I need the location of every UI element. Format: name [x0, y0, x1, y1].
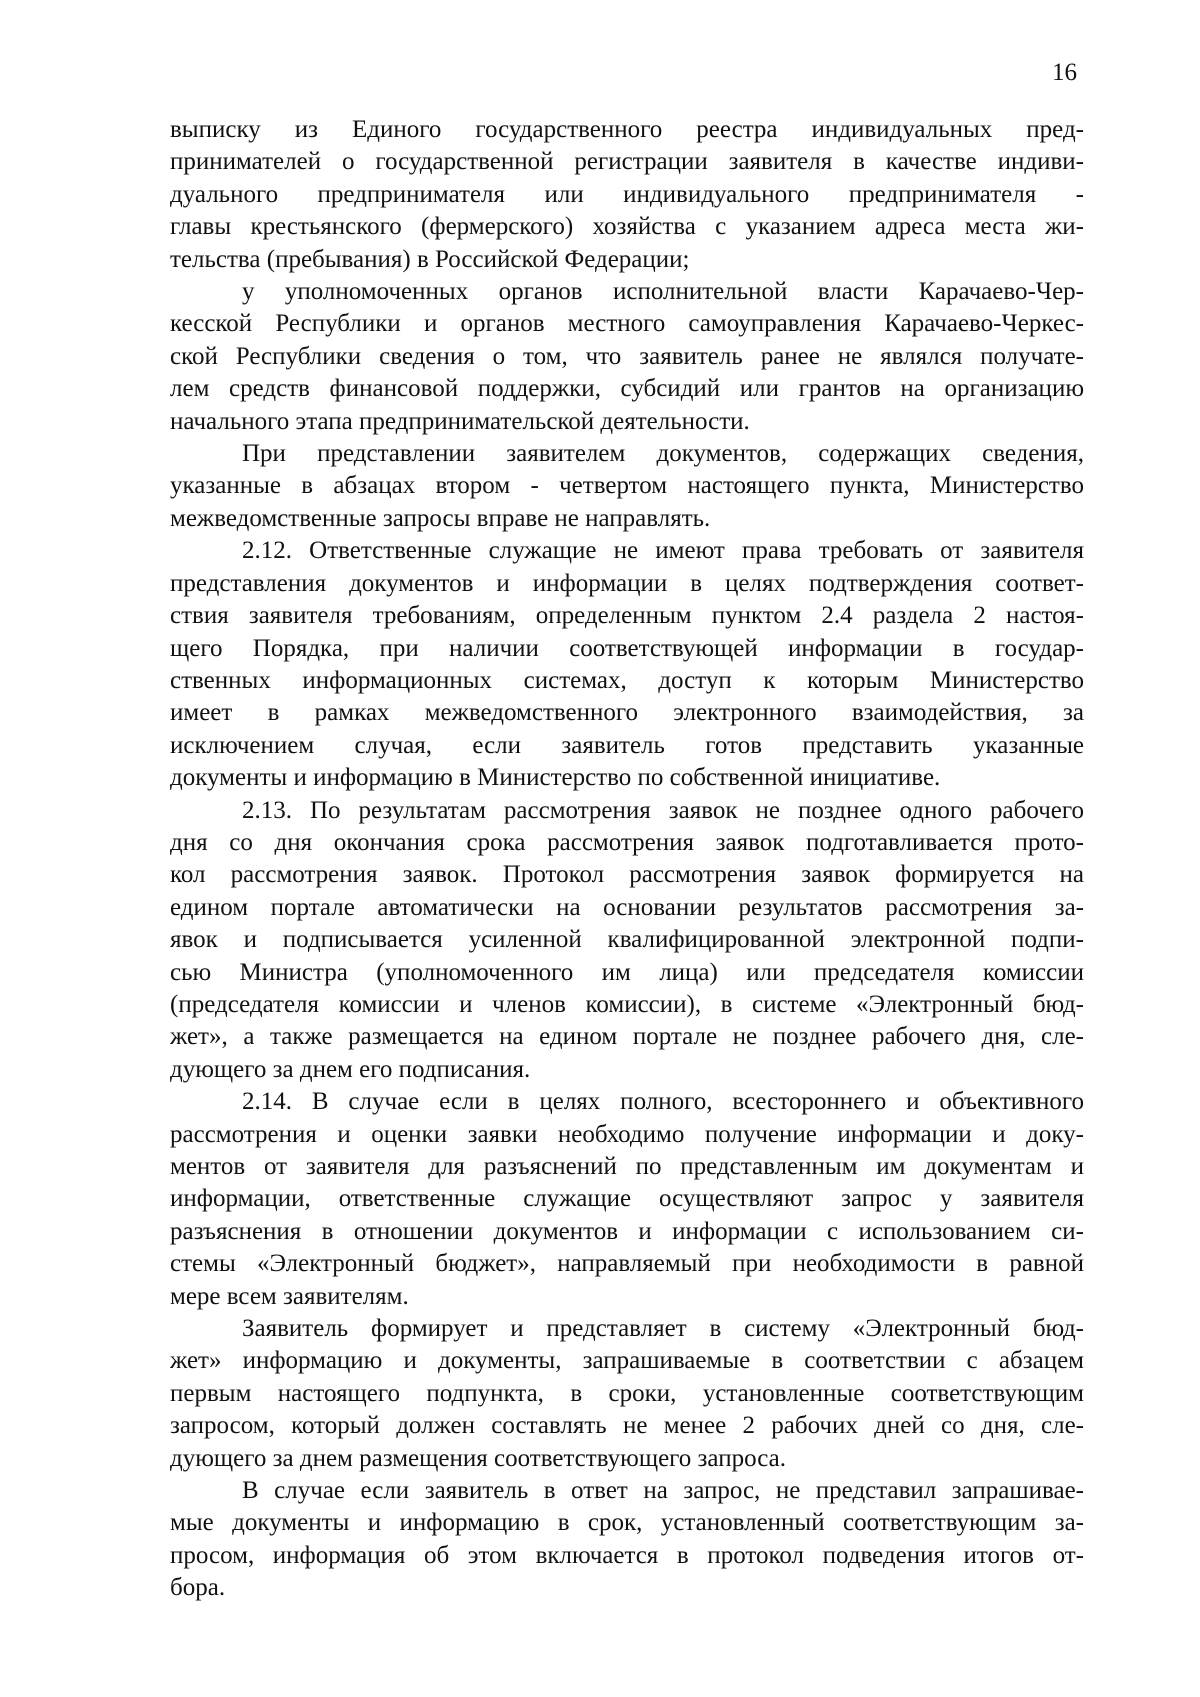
paragraph [170, 438, 1084, 535]
text-line: кесской Республики и органов местного самоуправления Карачаево-Черкес- [170, 310, 1084, 338]
text-line: ствия заявителя требованиям, определенным пунктом 2.4 раздела 2 настоя- [170, 602, 1084, 630]
text-line: представления документов и информации в целях подтверждения соответ- [170, 569, 1084, 597]
text-line: 2.13. По результатам рассмотрения заявок не позднее одного рабочего [242, 796, 1084, 824]
text-line: стемы «Электронный бюджет», направляемый при необходимости в равной [170, 1250, 1084, 1278]
text-line: запросом, который должен составлять не менее 2 рабочих дней со дня, сле- [170, 1412, 1084, 1440]
text-line: указанные в абзацах втором - четвертом настоящего пункта, Министерство [170, 472, 1084, 500]
paragraph [170, 276, 1084, 438]
text-line: кол рассмотрения заявок. Протокол рассмотрения заявок формируется на [170, 861, 1084, 889]
paragraph [170, 114, 1084, 276]
text-line: начального этапа предпринимательской деятельности. [170, 407, 750, 435]
text-line: имеет в рамках межведомственного электронного взаимодействия, за [170, 699, 1084, 727]
text-line: В случае если заявитель в ответ на запрос, не представил запрашивае- [242, 1477, 1084, 1505]
text-line: лем средств финансовой поддержки, субсидий или грантов на организацию [170, 375, 1084, 403]
text-line: дня со дня окончания срока рассмотрения заявок подготавливается прото- [170, 828, 1084, 856]
text-line: у уполномоченных органов исполнительной власти Карачаево-Чер- [242, 278, 1084, 306]
text-line: (председателя комиссии и членов комиссии), в системе «Электронный бюд- [170, 990, 1084, 1018]
text-line: щего Порядка, при наличии соответствующей информации в государ- [170, 634, 1084, 662]
paragraph [170, 1475, 1084, 1605]
text-line: главы крестьянского (фермерского) хозяйства с указанием адреса места жи- [170, 213, 1084, 241]
text-line: тельства (пребывания) в Российской Федерации; [170, 245, 690, 273]
text-line: первым настоящего подпункта, в сроки, установленные соответствующим [170, 1379, 1084, 1407]
text-line: ской Республики сведения о том, что заявитель ранее не являлся получате- [170, 342, 1084, 370]
text-line: мые документы и информацию в срок, установленный соответствующим за- [170, 1509, 1084, 1537]
text-line: сью Министра (уполномоченного им лица) или председателя комиссии [170, 958, 1084, 986]
paragraph [170, 1086, 1084, 1313]
text-line: межведомственные запросы вправе не направлять. [170, 504, 711, 532]
text-line: ментов от заявителя для разъяснений по представленным им документам и [170, 1153, 1084, 1180]
text-line: исключением случая, если заявитель готов представить указанные [170, 731, 1084, 759]
text-line: дующего за днем размещения соответствующего запроса. [170, 1444, 786, 1472]
text-line: Заявитель формирует и представляет в систему «Электронный бюд- [242, 1315, 1084, 1343]
text-line: жет» информацию и документы, запрашиваемые в соответствии с абзацем [170, 1347, 1084, 1375]
document-body [170, 114, 1084, 1605]
text-line: 2.14. В случае если в целях полного, всестороннего и объективного [242, 1088, 1084, 1116]
paragraph [170, 1313, 1084, 1475]
text-line: 2.12. Ответственные служащие не имеют права требовать от заявителя [242, 537, 1084, 565]
text-line: дуального предпринимателя или индивидуального предпринимателя - [170, 180, 1084, 208]
text-line: мере всем заявителям. [170, 1282, 409, 1310]
text-line: явок и подписывается усиленной квалифицированной электронной подпи- [170, 926, 1084, 954]
page-number: 16 [1052, 59, 1077, 86]
paragraph [170, 795, 1084, 1087]
text-line: ственных информационных системах, доступ к которым Министерство [170, 666, 1084, 694]
text-line: выписку из Единого государственного реестра индивидуальных пред- [170, 116, 1084, 143]
text-line: разъяснения в отношении документов и информации с использованием си- [170, 1217, 1084, 1245]
text-line: едином портале автоматически на основании результатов рассмотрения за- [170, 893, 1084, 921]
text-line: При представлении заявителем документов, содержащих сведения, [242, 440, 1084, 468]
text-line: информации, ответственные служащие осуществляют запрос у заявителя [170, 1185, 1084, 1213]
text-line: бора. [170, 1574, 226, 1602]
text-line: документы и информацию в Министерство по собственной инициативе. [170, 764, 941, 792]
text-line: рассмотрения и оценки заявки необходимо получение информации и доку- [170, 1120, 1084, 1148]
paragraph [170, 535, 1084, 794]
text-line: просом, информация об этом включается в протокол подведения итогов от- [170, 1541, 1084, 1569]
text-line: принимателей о государственной регистрации заявителя в качестве индиви- [170, 148, 1084, 176]
text-line: дующего за днем его подписания. [170, 1055, 531, 1083]
text-line: жет», а также размещается на едином портале не позднее рабочего дня, сле- [170, 1023, 1084, 1051]
